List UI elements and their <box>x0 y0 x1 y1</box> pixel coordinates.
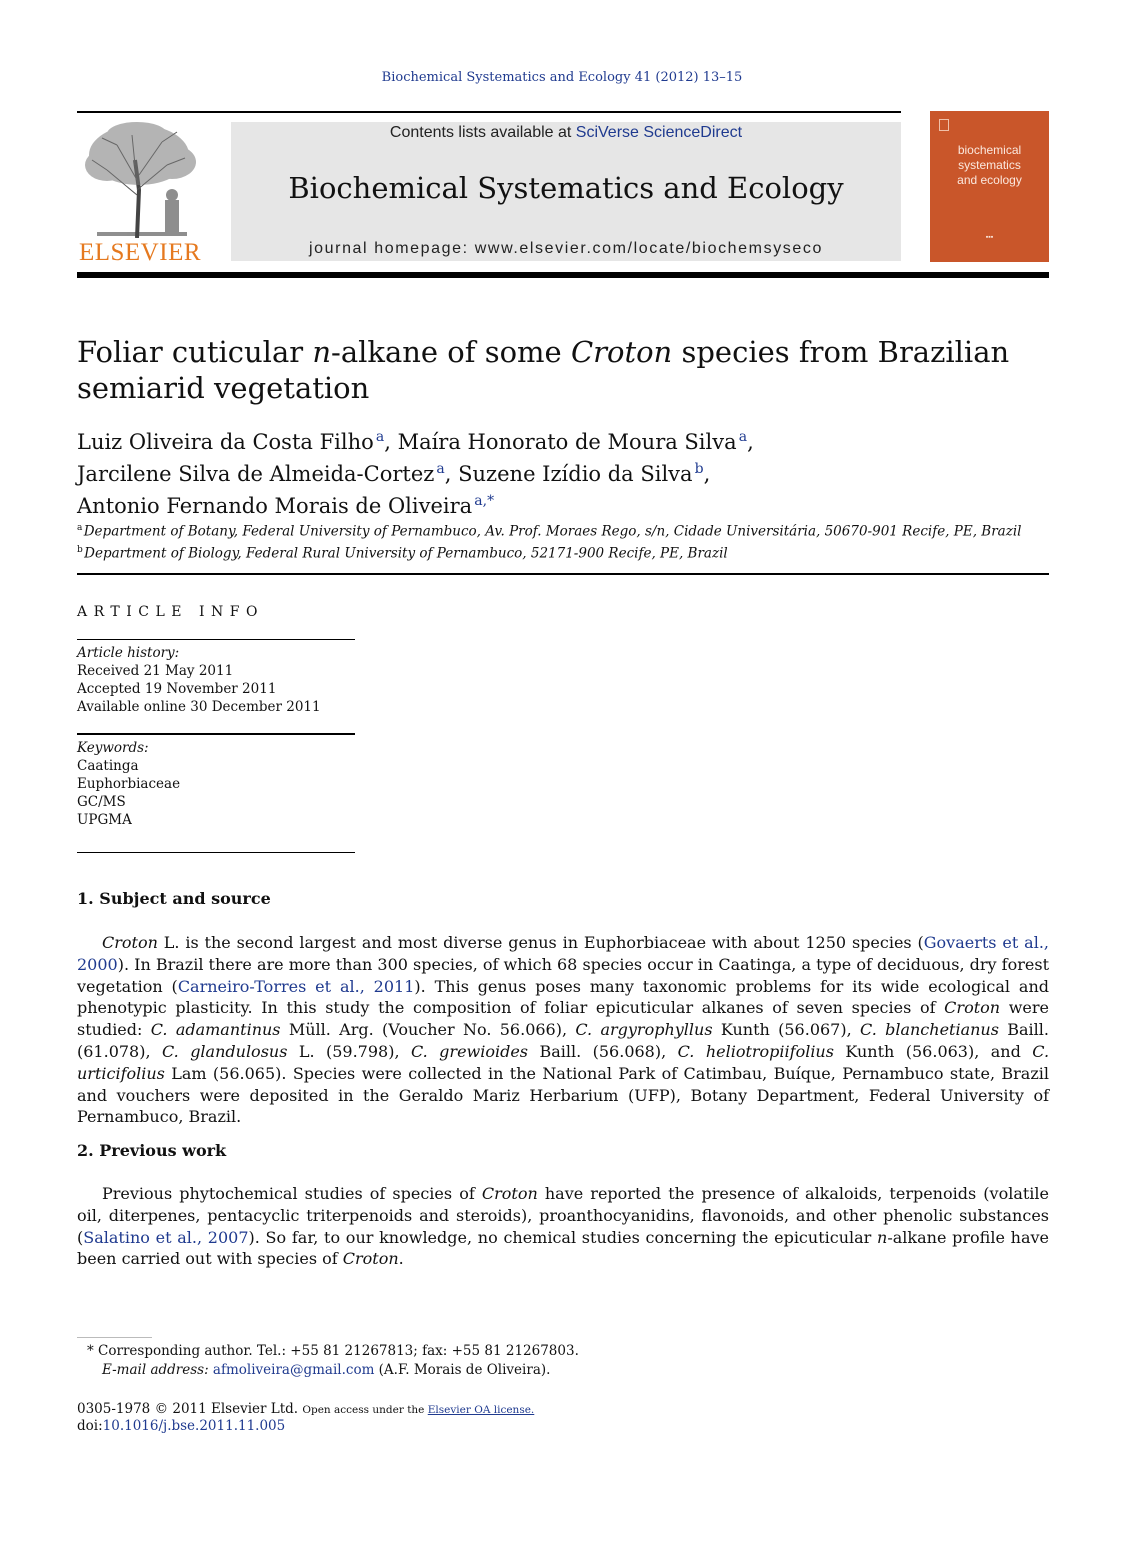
section-heading: 2. Previous work <box>77 1141 227 1160</box>
author-list <box>77 424 1057 520</box>
author-separator: , <box>444 462 459 486</box>
article-info-heading: ARTICLE INFO <box>77 604 264 620</box>
journal-citation-link[interactable]: Biochemical Systematics and Ecology 41 (2012) 13–15 <box>381 70 743 85</box>
paragraph-text: Baill. (56.068), <box>528 1041 678 1061</box>
species-name: C. adamantinus <box>150 1020 281 1040</box>
corresponding-author-mark[interactable]: * <box>487 493 495 509</box>
paragraph-text: Müll. Arg. (Voucher No. 56.066), <box>280 1020 576 1040</box>
copyright-text: 0305-1978 © 2011 Elsevier Ltd. <box>77 1401 303 1417</box>
email-link[interactable]: afmoliveira@gmail.com <box>212 1362 375 1378</box>
email-owner: (A.F. Morais de Oliveira). <box>374 1362 551 1378</box>
affiliation-mark: b <box>77 544 83 555</box>
author-name[interactable]: Suzene Izídio da Silva <box>458 462 693 486</box>
cover-title-line: systematics <box>958 158 1021 172</box>
homepage-url-link[interactable]: www.elsevier.com/locate/biochemsyseco <box>474 240 823 257</box>
species-name: Croton <box>944 998 1001 1018</box>
author-name[interactable]: Antonio Fernando Morais de Oliveira <box>77 494 473 518</box>
doi-label: doi: <box>77 1418 103 1434</box>
citation-link[interactable]: Carneiro-Torres et al., 2011 <box>177 976 415 996</box>
cover-publisher-icon <box>939 119 949 131</box>
affiliation-link[interactable]: a <box>738 429 748 445</box>
article-title <box>77 334 1057 406</box>
title-text: species from Brazilian semiarid vegetation <box>77 335 1010 405</box>
author-separator: , <box>703 462 711 486</box>
affiliation-text: Department of Botany, Federal University of Pernambuco, Av. Prof. Moraes Rego, s/n, Cidade Universitária, 50670-901 Recife, PE, Brazil <box>83 523 1022 540</box>
paragraph-text: were studied: <box>77 998 1049 1040</box>
italic-n: n <box>877 1227 888 1247</box>
species-name: C. urticifolius <box>77 1041 1050 1083</box>
citation-link[interactable]: Govaerts et al., 2000 <box>77 933 1049 974</box>
author-separator: , <box>747 430 754 454</box>
paragraph-text: ). This genus poses many taxonomic problems for its wide ecological and phenotypic plasticity. In this study the composition of foliar epicuticular alkanes of seven species of <box>77 976 1050 1018</box>
affiliation-mark: a, <box>474 493 488 509</box>
title-text: Foliar cuticular <box>77 335 313 369</box>
elsevier-wordmark: ELSEVIER <box>78 239 202 266</box>
section-heading: 1. Subject and source <box>77 889 271 908</box>
article-info-rule <box>77 733 355 735</box>
license-link[interactable]: Elsevier OA license. <box>427 1404 535 1416</box>
header-bottom-rule <box>77 272 1049 278</box>
affiliation-list <box>77 519 1057 562</box>
header-top-rule <box>77 111 901 113</box>
cover-title-line: biochemical <box>957 143 1022 157</box>
issn-copyright <box>77 1401 977 1419</box>
title-text: -alkane of some <box>331 335 571 369</box>
contents-prefix: Contents lists available at <box>389 124 576 141</box>
keywords <box>77 739 357 829</box>
affiliation-item <box>77 541 1057 563</box>
species-name: C. heliotropiifolius <box>677 1041 834 1061</box>
species-name: Croton <box>102 933 158 952</box>
cover-sciencedirect-mark: ▪▪▪ <box>985 234 994 241</box>
footnote-rule <box>77 1337 152 1338</box>
homepage-prefix: journal homepage: <box>308 240 475 257</box>
journal-homepage <box>231 240 901 258</box>
paragraph-text: . <box>398 1249 404 1269</box>
history-item: Received 21 May 2011 <box>77 663 234 679</box>
paragraph-text: ). In Brazil there are more than 300 species, of which 68 species occur in Caatinga, a type of deciduous, dry forest vegetation ( <box>77 954 1049 996</box>
author-name[interactable]: Luiz Oliveira da Costa Filho <box>77 430 374 454</box>
citation-link[interactable]: Salatino et al., 2007 <box>83 1227 249 1247</box>
footnote-line <box>87 1342 987 1361</box>
corresponding-author-footnote <box>87 1342 987 1380</box>
species-name: C. grewioides <box>410 1041 529 1061</box>
footnote-contact: Corresponding author. Tel.: +55 81 21267813; fax: +55 81 21267803. <box>93 1343 579 1359</box>
affiliation-item <box>77 519 1057 541</box>
author-name[interactable]: Maíra Honorato de Moura Silva <box>397 430 737 454</box>
section-paragraph <box>77 1183 1049 1270</box>
paragraph-text: have reported the presence of alkaloids, terpenoids (volatile oil, diterpenes, pentacyclic triterpenoids and steroids), proanthocyanidins, flavonoids, and other phenolic substances ( <box>77 1184 1049 1247</box>
author-name[interactable]: Jarcilene Silva de Almeida-Cortez <box>77 462 435 486</box>
paragraph-text: -alkane profile have been carried out with species of <box>77 1227 1050 1269</box>
email-label: E-mail address: <box>102 1362 213 1378</box>
affiliation-link[interactable]: a <box>436 461 445 477</box>
species-name: C. glandulosus <box>162 1041 288 1061</box>
history-item: Available online 30 December 2011 <box>77 699 321 715</box>
doi-link[interactable]: 10.1016/j.bse.2011.11.005 <box>102 1418 286 1434</box>
affiliation-link[interactable]: b <box>694 461 704 477</box>
affiliation-text: Department of Biology, Federal Rural University of Pernambuco, 52171-900 Recife, PE, Brazil <box>84 545 728 561</box>
title-italic-croton: Croton <box>570 335 673 369</box>
footnote-line <box>87 1361 987 1380</box>
section-paragraph <box>77 932 1049 1128</box>
species-name: Croton <box>481 1184 538 1203</box>
doi-line <box>77 1418 977 1435</box>
cover-title-line: and ecology <box>957 173 1022 187</box>
affiliation-mark: a <box>77 523 83 533</box>
affiliation-link[interactable] <box>474 493 494 509</box>
paragraph-text: L. is the second largest and most diverse genus in Euphorbiaceae with about 1250 species ( <box>157 933 924 952</box>
keyword-item: Euphorbiaceae <box>77 776 181 792</box>
journal-title: Biochemical Systematics and Ecology <box>288 171 844 205</box>
paragraph-text: Baill. (61.078), <box>77 1020 1049 1061</box>
paragraph-text: Previous phytochemical studies of species of <box>102 1184 482 1203</box>
open-access-text: Open access under the <box>302 1404 428 1416</box>
section-divider-rule <box>77 573 1049 575</box>
paragraph-text: Kunth (56.063), and <box>833 1041 1033 1061</box>
keyword-item: GC/MS <box>77 794 126 810</box>
title-italic-n: n <box>312 335 332 369</box>
article-info-rule <box>77 639 355 640</box>
paragraph-text: L. (59.798), <box>287 1041 411 1061</box>
keywords-label: Keywords: <box>77 740 149 756</box>
paragraph-text: Kunth (56.067), <box>712 1020 861 1040</box>
footnote-star: * <box>87 1343 94 1359</box>
keyword-item: Caatinga <box>77 758 139 774</box>
history-item: Accepted 19 November 2011 <box>77 681 277 697</box>
history-label: Article history: <box>77 645 180 661</box>
author-separator: , <box>384 430 398 454</box>
affiliation-link[interactable]: a <box>375 429 385 445</box>
sciencedirect-link[interactable]: SciVerse ScienceDirect <box>575 124 743 141</box>
species-name: C. blanchetianus <box>860 1020 999 1040</box>
paragraph-text: ). So far, to our knowledge, no chemical studies concerning the epicuticular <box>248 1227 878 1247</box>
paragraph-text: Lam (56.065). Species were collected in the National Park of Catimbau, Buíque, Pernambuco state, Brazil and vouchers were deposited in the Geraldo Mariz Herbarium (UFP), Botany Department, Federal University of Pernambuco, Brazil. <box>77 1063 1049 1127</box>
species-name: C. argyrophyllus <box>575 1020 713 1040</box>
article-history <box>77 644 357 716</box>
cover-title <box>930 143 1049 188</box>
article-info-rule <box>77 852 355 853</box>
contents-availability <box>231 124 901 142</box>
species-name: Croton <box>342 1249 399 1269</box>
keyword-item: UPGMA <box>77 812 132 828</box>
